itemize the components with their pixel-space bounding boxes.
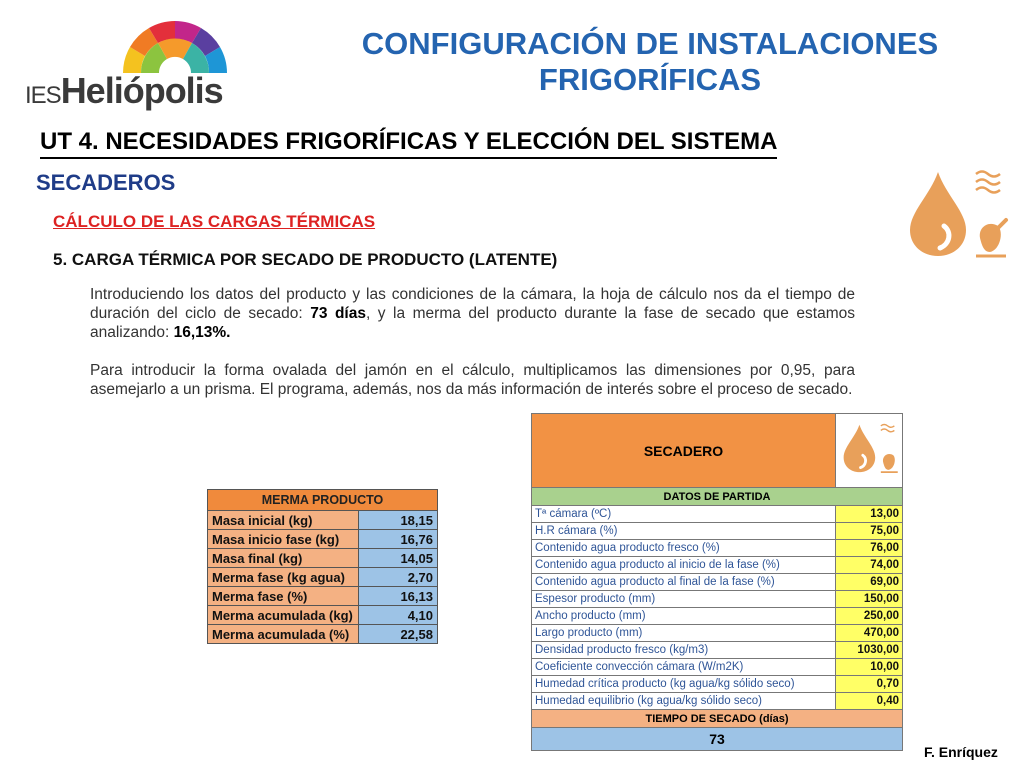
- merma-label: Merma fase (kg agua): [208, 568, 359, 587]
- table-row: [532, 523, 903, 540]
- merma-label: Merma acumulada (%): [208, 625, 359, 644]
- secadero-value: 470,00: [836, 625, 903, 642]
- table-row: [532, 608, 903, 625]
- merma-label: Masa inicial (kg): [208, 511, 359, 530]
- secadero-value: 75,00: [836, 523, 903, 540]
- table-row: [208, 568, 438, 587]
- table-row: [532, 574, 903, 591]
- merma-label: Merma acumulada (kg): [208, 606, 359, 625]
- table-row: [208, 530, 438, 549]
- secadero-value: 0,40: [836, 693, 903, 710]
- merma-label: Merma fase (%): [208, 587, 359, 606]
- water-drop-icon: [838, 414, 900, 484]
- secadero-table: [531, 413, 903, 751]
- merma-percent-highlight: 16,13%.: [173, 324, 231, 341]
- secadero-value: 1030,00: [836, 642, 903, 659]
- secadero-label: Tª cámara (ºC): [532, 506, 836, 523]
- unit-title: UT 4. NECESIDADES FRIGORÍFICAS Y ELECCIÓN DEL SISTEMA: [40, 128, 777, 159]
- secadero-value: 13,00: [836, 506, 903, 523]
- secadero-label: Densidad producto fresco (kg/m3): [532, 642, 836, 659]
- table-row: [532, 625, 903, 642]
- secadero-label: Largo producto (mm): [532, 625, 836, 642]
- merma-label: Masa final (kg): [208, 549, 359, 568]
- item-title: 5. CARGA TÉRMICA POR SECADO DE PRODUCTO (LATENTE): [53, 250, 558, 269]
- table-row: [208, 625, 438, 644]
- table-row: [532, 591, 903, 608]
- secadero-label: Ancho producto (mm): [532, 608, 836, 625]
- body-text: [90, 285, 855, 418]
- merma-value: 14,05: [359, 549, 438, 568]
- secadero-label: Contenido agua producto al final de la fase (%): [532, 574, 836, 591]
- secadero-label: Coeficiente convección cámara (W/m2K): [532, 659, 836, 676]
- logo-prefix: IES: [25, 82, 61, 109]
- secadero-label: Contenido agua producto fresco (%): [532, 540, 836, 557]
- merma-value: 2,70: [359, 568, 438, 587]
- merma-value: 18,15: [359, 511, 438, 530]
- table-row: [532, 693, 903, 710]
- table-row: [208, 549, 438, 568]
- paragraph-1-text-a: Introduciendo los datos del producto y las condiciones de la cámara, la hoja de cálculo nos da el tiempo de duración del ciclo de secado:: [90, 286, 855, 322]
- secadero-label: Espesor producto (mm): [532, 591, 836, 608]
- paragraph-1-text-c: , y la merma del producto durante la fase de secado que estamos analizando:: [90, 305, 856, 341]
- secadero-value: 150,00: [836, 591, 903, 608]
- secadero-value: 0,70: [836, 676, 903, 693]
- table-row: [532, 540, 903, 557]
- secadero-label: H.R cámara (%): [532, 523, 836, 540]
- table-row: [532, 642, 903, 659]
- secadero-label: Contenido agua producto al inicio de la fase (%): [532, 557, 836, 574]
- merma-table: [207, 489, 438, 644]
- merma-value: 16,13: [359, 587, 438, 606]
- table-row: [532, 676, 903, 693]
- secadero-value: 74,00: [836, 557, 903, 574]
- merma-label: Masa inicio fase (kg): [208, 530, 359, 549]
- secadero-value: 69,00: [836, 574, 903, 591]
- table-row: [208, 587, 438, 606]
- water-drop-icon: [900, 160, 1010, 270]
- section-title: SECADEROS: [36, 170, 176, 195]
- table-row: [532, 506, 903, 523]
- table-row: [532, 557, 903, 574]
- merma-header: MERMA PRODUCTO: [208, 490, 438, 511]
- logo-wordmark: [25, 70, 223, 112]
- merma-value: 22,58: [359, 625, 438, 644]
- secadero-icon-cell: [836, 414, 903, 488]
- page-title: CONFIGURACIÓN DE INSTALACIONES FRIGORÍFICAS: [361, 26, 939, 97]
- secadero-value: 10,00: [836, 659, 903, 676]
- table-row: [208, 606, 438, 625]
- table-row: [532, 659, 903, 676]
- paragraph-1: [90, 285, 855, 342]
- drying-days-highlight: 73 días: [310, 305, 366, 322]
- secadero-value: 250,00: [836, 608, 903, 625]
- merma-value: 16,76: [359, 530, 438, 549]
- logo-name: Heliópolis: [60, 70, 223, 111]
- secadero-label: Humedad crítica producto (kg agua/kg sólido seco): [532, 676, 836, 693]
- tiempo-secado-label: TIEMPO DE SECADO (días): [532, 710, 903, 728]
- tiempo-secado-value: 73: [532, 728, 903, 751]
- secadero-title: SECADERO: [532, 414, 836, 488]
- subsection-title: CÁLCULO DE LAS CARGAS TÉRMICAS: [53, 212, 376, 231]
- paragraph-2: Para introducir la forma ovalada del jamón en el cálculo, multiplicamos las dimensiones por 0,95, para asemejarlo a un prisma. El programa, además, nos da más información de interés sobre el proceso de secado.: [90, 362, 855, 398]
- table-row: [208, 511, 438, 530]
- secadero-value: 76,00: [836, 540, 903, 557]
- secadero-label: Humedad equilibrio (kg agua/kg sólido seco): [532, 693, 836, 710]
- datos-partida-header: DATOS DE PARTIDA: [532, 488, 903, 506]
- author-credit: F. Enríquez: [924, 744, 998, 760]
- merma-value: 4,10: [359, 606, 438, 625]
